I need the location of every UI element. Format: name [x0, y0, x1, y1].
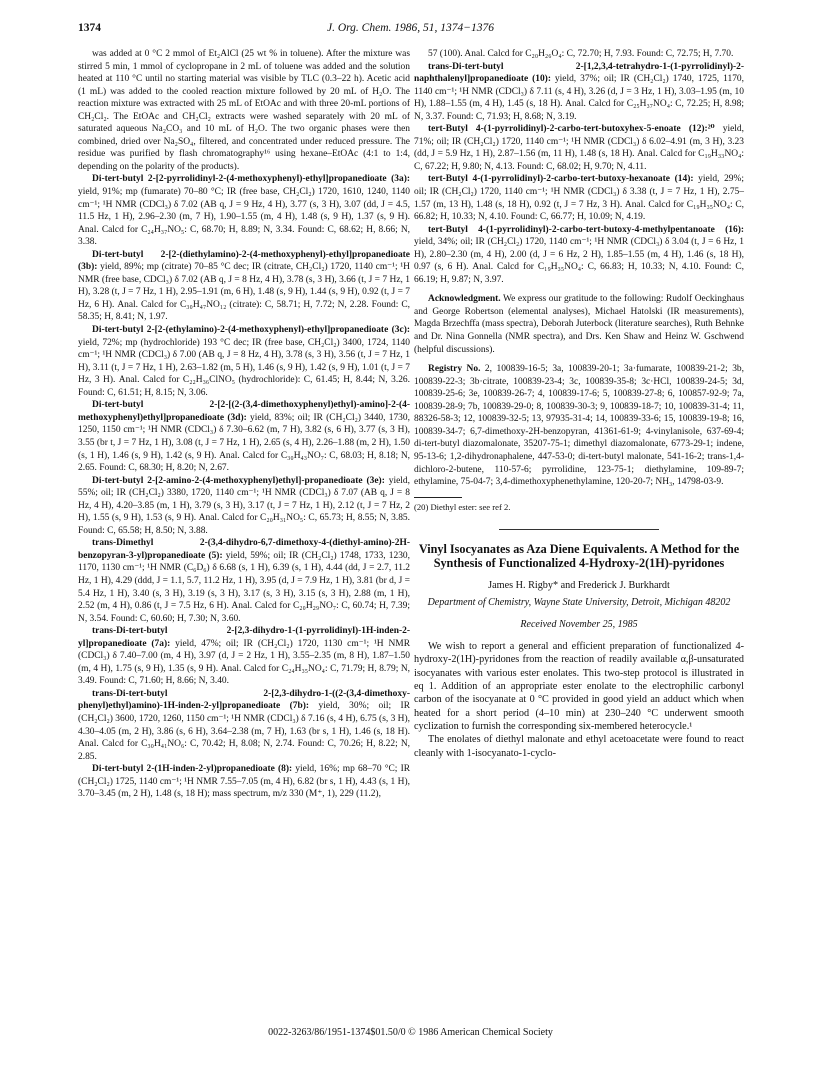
- compound-name: trans-Di-tert-butyl 2-[2,3-dihydro-1-((2-(3,4-dimethoxy-phenyl)ethyl)amino)-1H-inden-2-yl]propanedioate (7b):: [78, 688, 410, 712]
- entry-text: yield, 83%; oil; IR (CH₂Cl₂) 3440, 1730, 1250, 1150 cm⁻¹; ¹H NMR (CDCl₃) δ 7.30–6.62 (m, 7 H), 3.82 (s, 6 H), 3.77 (s, 3 H), 3.55 (br t, J = 7 Hz, 1 H), 3.08 (t, J = 7 Hz, 1 H), 2.65 (s, 4 H), 2.26–1.88 (m, 2 H), 1.50 (s, 1 H), 1.46 (s, 9 H), 1.42 (s, 9 H). Anal. Calcd for C₃₀H₄₃NO₇: C, 68.03; H, 8.18; N, 2.65. Found: C, 68.30; H, 8.20; N, 2.67.: [78, 412, 410, 474]
- compound-entry: [414, 224, 744, 287]
- running-header: [78, 22, 743, 38]
- footnote-rule: [414, 497, 462, 498]
- entry-text: yield, 91%; mp (fumarate) 70–80 °C; IR (free base, CH₂Cl₂) 1720, 1610, 1240, 1140 cm⁻¹; ¹H NMR (CDCl₃) δ 7.02 (AB q, J = 9 Hz, 4 H), 3.77 (s, 3 H), 3.07 (dd, J = 4.5, 11.5 Hz, 1 H), 2.96–2.30 (m, 7 H), 1.90–1.55 (m, 4 H), 1.48 (s, 9 H), 1.37 (s, 9 H). Anal. Calcd for C₂₄H₃₇NO₅: C, 68.70; H, 8.89; N, 3.34. Found: C, 68.62; H, 8.66; N, 3.38.: [78, 187, 410, 248]
- entry-text: yield, 29%; oil; IR (CH₂Cl₂) 1720, 1140 cm⁻¹; ¹H NMR (CDCl₃) δ 3.38 (t, J = 7 Hz, 1 H), 2.75–1.57 (m, 13 H), 1.48 (s, 18 H), 0.92 (t, J = 7 Hz, 3 H). Anal. Calcd for C₁₉H₃₅NO₄: C, 66.82; H, 10.33; N, 4.10. Found: C, 66.77; H, 10.09; N, 4.19.: [414, 174, 744, 223]
- article-paragraph: The enolates of diethyl malonate and ethyl acetoacetate were found to react cleanly with 1-isocyanato-1-cyclo-: [414, 734, 744, 759]
- compound-entry: [78, 324, 410, 399]
- entry-text: yield, 30%; oil; IR (CH₂Cl₂) 3600, 1720, 1260, 1150 cm⁻¹; ¹H NMR (CDCl₃) δ 7.16 (s, 4 H), 6.75 (s, 3 H), 4.30–4.05 (m, 2 H), 3.86 (s, 6 H), 3.64–2.38 (m, 7 H), 1.63 (br s, 1 H), 1.46 (s, 18 H). Anal. Calcd for C₃₀H₄₁NO₆: C, 70.42; H, 8.08; N, 2.74. Found: C, 70.26; H, 8.22; N, 2.85.: [78, 701, 410, 762]
- compound-entry: [78, 399, 410, 474]
- entry-text: yield, 72%; mp (hydrochloride) 193 °C dec; IR (free base, CH₂Cl₂) 3400, 1724, 1140 cm⁻¹; ¹H NMR (CDCl₃) δ 7.00 (AB q, J = 8 Hz, 4 H), 3.78 (s, 3 H), 3.56 (t, J = 7 Hz, 1 H), 3.11 (t, J = 7 Hz, 1 H), 2.63–1.82 (m, 5 H), 1.46 (s, 9 H), 1.42 (s, 9 H), 1.01 (t, J = 7 Hz, 3 H). Anal. Calcd for C₂₂H₃₆ClNO₅ (hydrochloride): C, 61.45; H, 8.44; N, 3.26. Found: C, 61.51; H, 8.15; N, 3.06.: [78, 337, 410, 398]
- entry-text: yield, 89%; mp (citrate) 70–85 °C dec; IR (citrate, CH₂Cl₂) 1720, 1140 cm⁻¹; ¹H NMR (free base, CDCl₃) δ 7.02 (AB q, J = 8 Hz, 4 H), 3.78 (s, 3 H), 3.66 (t, J = 7 Hz, 1 H), 3.28 (t, J = 7 Hz, 1 H), 2.95–1.91 (m, 6 H), 1.48 (s, 9 H), 1.44 (s, 9 H), 0.92 (t, J = 7 Hz, 6 H). Anal. Calcd for C₃₀H₄₇NO₁₂ (citrate): C, 58.71; H, 7.72; N, 2.28. Found: C, 58.35; H, 8.41; N, 1.97.: [78, 262, 410, 323]
- article-affiliation: Department of Chemistry, Wayne State University, Detroit, Michigan 48202: [427, 597, 731, 609]
- compound-entry: [78, 537, 410, 625]
- received-date: Received November 25, 1985: [520, 618, 638, 630]
- entry-text: yield, 59%; oil; IR (CH₂Cl₂) 1748, 1733, 1230, 1170, 1130 cm⁻¹; ¹H NMR (C₆D₆) δ 6.68 (s, 1 H), 6.39 (s, 1 H), 4.44 (dd, J = 2.7, 11.2 Hz, 1 H), 4.29 (ddd, J = 1.1, 5.7, 11.2 Hz, 1 H), 3.95 (d, J = 7.9 Hz, 1 H), 3.81 (br d, J = 5.4 Hz, 1 H), 3.40 (s, 3 H), 3.19 (s, 3 H), 3.17 (s, 3 H), 3.15 (s, 3 H), 2.88 (m, 1 H), 2.52 (m, 4 H), 0.86 (t, J = 7.5 Hz, 6 H). Anal. Calcd for C₂₀H₂₉NO₇: C, 60.74; H, 7.39; N, 3.54. Found: C, 60.60; H, 7.30; N, 3.60.: [78, 550, 410, 624]
- compound-entry: [78, 763, 410, 801]
- article-paragraph: We wish to report a general and efficient preparation of functionalized 4-hydroxy-2(1H)-pyridones from the reaction of readily available α,β-unsaturated isocyanates with various ester enolates. This two-step protocol is illustrated in eq 1. Addition of an appropriate ester enolate to the electrophilic carbonyl carbon of the isocyanate at 0 °C provided in good yield an adduct which when heated for a short period (4–10 min) at 230–240 °C underwent smooth cyclization to furnish the corresponding six-membered heterocycle.¹: [414, 641, 744, 732]
- left-column: [78, 48, 410, 801]
- entry-text: yield, 71%; oil; IR (CH₂Cl₂) 1720, 1140 cm⁻¹; ¹H NMR (CDCl₃) δ 6.02–4.91 (m, 3 H), 3.23 (dd, J = 5.9 Hz, 1 H), 2.87–1.56 (m, 11 H), 1.48 (s, 18 H). Anal. Calcd for C₁₉H₃₃NO₄: C, 67.22; H, 9.80; N, 4.13. Found: C, 68.02; H, 9.70; N, 4.11.: [414, 124, 744, 172]
- entry-text: yield, 34%; oil; IR (CH₂Cl₂) 1720, 1140 cm⁻¹; ¹H NMR (CDCl₃) δ 3.04 (t, J = 6 Hz, 1 H), 2.80–2.30 (m, 4 H), 2.00 (d, J = 6 Hz, 2 H), 1.85–1.55 (m, 4 H), 1.46 (s, 18 H), 0.97 (s, 6 H). Anal. Calcd for C₁₉H₃₅NO₄: C, 66.83; H, 10.33; N, 4.10. Found: C, 66.19; H, 9.87; N, 3.97.: [414, 237, 744, 285]
- compound-entry: [414, 61, 744, 124]
- compound-entry: [78, 625, 410, 688]
- acknowledgment-text: We express our gratitude to the following: Rudolf Oeckinghaus and George Robertson (elemental analyses), Michael Hatolski (IR measurements), Magda Brzechffa (mass spectra), Deborah Juterbock (literature searches), Ruth Behnke and Dr. Nina Gonnella (NMR spectra), and Drs. Ken Shaw and Heinz W. Gschwend (helpful discussions).: [414, 294, 744, 355]
- compound-name: trans-Di-tert-butyl 2-[2,3-dihydro-1-(1-pyrrolidinyl)-1H-inden-2-yl]propanedioate (7a):: [78, 626, 410, 649]
- compound-name: tert-Butyl 4-(1-pyrrolidinyl)-2-carbo-tert-butoxy-4-methylpentanoate (16):: [428, 224, 744, 235]
- entry-text: was added at 0 °C 2 mmol of Et₂AlCl (25 wt % in toluene). After the mixture was stirred 5 min, 1 mmol of cyclopropane in 2 mL of toluene was added and the solution heated at 110 °C until no starting material was visible by TLC (0.3–22 h). Acetic acid (1 mL) was added to the cooled reaction mixture followed by 20 mL of H₂O. The reaction mixture was extracted with 25 mL of EtOAc and with three 20-mL portions of CH₂Cl₂. The EtOAc and CH₂Cl₂ extracts were washed separately with 20 mL of saturated aqueous Na₂CO₃ and 10 mL of H₂O. The two organic phases were then combined, dried over Na₂SO₄, filtered, and concentrated under reduced pressure. The residue was purified by flash chromatography¹⁶ using hexane–EtOAc (4:1 to 1:4, depending on the polarity of the products).: [78, 49, 410, 172]
- compound-name: Di-tert-butyl 2-[2-pyrrolidinyl-2-(4-methoxyphenyl)-ethyl]propanedioate (3a):: [92, 174, 410, 185]
- compound-entry: [78, 475, 410, 538]
- compound-entry: [414, 173, 744, 223]
- article-title: Vinyl Isocyanates as Aza Diene Equivalents. A Method for the Synthesis of Functionalized 4-Hydroxy-2(1H)-pyridones: [418, 541, 740, 571]
- compound-name: Di-tert-butyl 2-[2-amino-2-(4-methoxyphenyl)ethyl]-propanedioate (3e):: [92, 475, 385, 486]
- compound-name: trans-Di-tert-butyl 2-[1,2,3,4-tetrahydro-1-(1-pyrrolidinyl)-2-naphthalenyl]propanedioate (10):: [414, 61, 744, 85]
- entry-text: yield, 16%; mp 68–70 °C; IR (CH₂Cl₂) 1725, 1140 cm⁻¹; ¹H NMR 7.55–7.05 (m, 4 H), 6.82 (br s, 1 H), 4.43 (s, 1 H), 3.70–3.45 (m, 2 H), 1.48 (s, 18 H); mass spectrum, m/z 330 (M⁺, 1), 229 (11.2),: [78, 764, 411, 800]
- acknowledgment-paragraph: [414, 293, 744, 356]
- compound-name: tert-Butyl 4-(1-pyrrolidinyl)-2-carbo-tert-butoxy-hexanoate (14):: [428, 174, 694, 185]
- page-footer: 0022-3263/86/1951-1374$01.50/0 © 1986 American Chemical Society: [268, 1027, 553, 1038]
- page-number: 1374: [78, 22, 101, 34]
- entry-text: yield, 55%; oil; IR (CH₂Cl₂) 3380, 1720, 1140 cm⁻¹; ¹H NMR (CDCl₃) δ 7.07 (AB q, J = 8 Hz, 4 H), 4.20–3.85 (m, 1 H), 3.79 (s, 3 H), 3.17 (t, J = 7 Hz, 1 H), 2.12 (t, J = 7 Hz, 2 H), 1.55 (s, 9 H), 1.53 (s, 9 H). Anal. Calcd for C₂₀H₃₁NO₅: C, 65.73; H, 8.55; N, 3.85. Found: C, 65.58; H, 8.50; N, 3.88.: [78, 475, 410, 536]
- journal-citation: J. Org. Chem. 1986, 51, 1374−1376: [326, 22, 495, 34]
- experimental-continued: [414, 48, 744, 286]
- registry-paragraph: [414, 363, 744, 488]
- compound-name: Di-tert-butyl 2-[2-(ethylamino)-2-(4-methoxyphenyl)-ethyl]propanedioate (3c):: [92, 325, 410, 336]
- compound-entry: [78, 688, 410, 763]
- compound-entry: [78, 249, 410, 324]
- compound-entry: [414, 123, 744, 173]
- right-column: [414, 48, 744, 760]
- compound-name: Di-tert-butyl 2-[2-[(2-(3,4-dimethoxyphenyl)ethyl)-amino]-2-(4-methoxyphenyl)ethyl]propanedioate (3d):: [78, 400, 410, 423]
- footnote: (20) Diethyl ester: see ref 2.: [414, 501, 511, 512]
- registry-text: 2, 100839-16-5; 3a, 100839-20-1; 3a·fumarate, 100839-21-2; 3b, 100839-22-3; 3b·citrate, 100839-23-4; 3c, 100839-35-8; 3c·HCl, 100839-24-5; 3d, 100839-25-6; 3e, 100839-26-7; 4, 100839-17-6; 5, 100839-27-8; 6, 100857-92-9; 7a, 100839-28-9; 7b, 100839-29-0; 8, 100839-30-3; 9, 100839-18-7; 10, 100839-31-4; 11, 88326-58-3; 12, 100839-32-5; 13, 97935-31-4; 14, 100839-33-6; 15, 100839-19-8; 16, 100839-34-7; 6,7-dimethoxy-2H-benzopyran, 41361-61-9; 4-vinylanisole, 637-69-4; di-tert-butyl diazomalonate, 35207-75-1; dimethyl diazomalonate, 6773-29-1; indene, 95-13-6; 1,2-dihydronaphalene, 447-53-0; di-tert-butyl malonate, 541-16-2; trans-1,4-dichloro-2-butene, 110-57-6; pyrrolidine, 123-75-1; diethylamine, 109-89-7; ethylamine, 75-04-7; 3,4-dimethoxyphenethylamine, 120-20-7; NH₃, 14798-03-9.: [414, 364, 745, 488]
- article-separator: [499, 529, 659, 530]
- compound-name: Di-tert-butyl 2-(1H-inden-2-yl)propanedioate (8):: [92, 764, 293, 775]
- registry-heading: Registry No.: [428, 364, 481, 375]
- procedure-paragraph: [414, 48, 744, 61]
- entry-text: yield, 37%; oil; IR (CH₂Cl₂) 1740, 1725, 1170, 1140 cm⁻¹; ¹H NMR (CDCl₃) δ 7.11 (s, 4 H), 3.26 (d, J = 3 Hz, 1 H), 3.03–1.95 (m, 10 H), 1.88–1.55 (m, 4 H), 1.45 (s, 18 H). Anal. Calcd for C₂₅H₃₇NO₄: C, 72.25; H, 8.98; N, 3.37. Found: C, 71.93; H, 8.68; N, 3.19.: [414, 74, 744, 122]
- procedure-paragraph: [78, 48, 410, 173]
- acknowledgment-heading: Acknowledgment.: [428, 294, 501, 305]
- entry-text: yield, 47%; oil; IR (CH₂Cl₂) 1720, 1130 cm⁻¹; ¹H NMR (CDCl₃) δ 7.40–7.00 (m, 4 H), 3.97 (d, J = 2 Hz, 1 H), 3.55–2.35 (m, 8 H), 1.87–1.50 (m, 4 H), 1.75 (s, 9 H), 1.35 (s, 9 H). Anal. Calcd for C₂₄H₃₅NO₄: C, 71.79; H, 8.79; N, 3.49. Found: C, 71.60; H, 8.66; N, 3.40.: [78, 638, 410, 687]
- entry-text: 57 (100). Anal. Calcd for C₂₀H₂₆O₄: C, 72.70; H, 7.93. Found: C, 72.75; H, 7.70.: [428, 49, 734, 59]
- compound-name: tert-Butyl 4-(1-pyrrolidinyl)-2-carbo-tert-butoxyhex-5-enoate (12):²⁰: [428, 124, 715, 135]
- compound-name: Di-tert-butyl 2-[2-(diethylamino)-2-(4-methoxyphenyl)-ethyl]propanedioate (3b):: [78, 249, 410, 273]
- compound-name: trans-Dimethyl 2-(3,4-dihydro-6,7-dimethoxy-4-(diethyl-amino)-2H-benzopyran-3-yl)propanedioate (5):: [78, 538, 410, 561]
- article-authors: James H. Rigby* and Frederick J. Burkhardt: [488, 579, 670, 591]
- compound-entry: [78, 173, 410, 248]
